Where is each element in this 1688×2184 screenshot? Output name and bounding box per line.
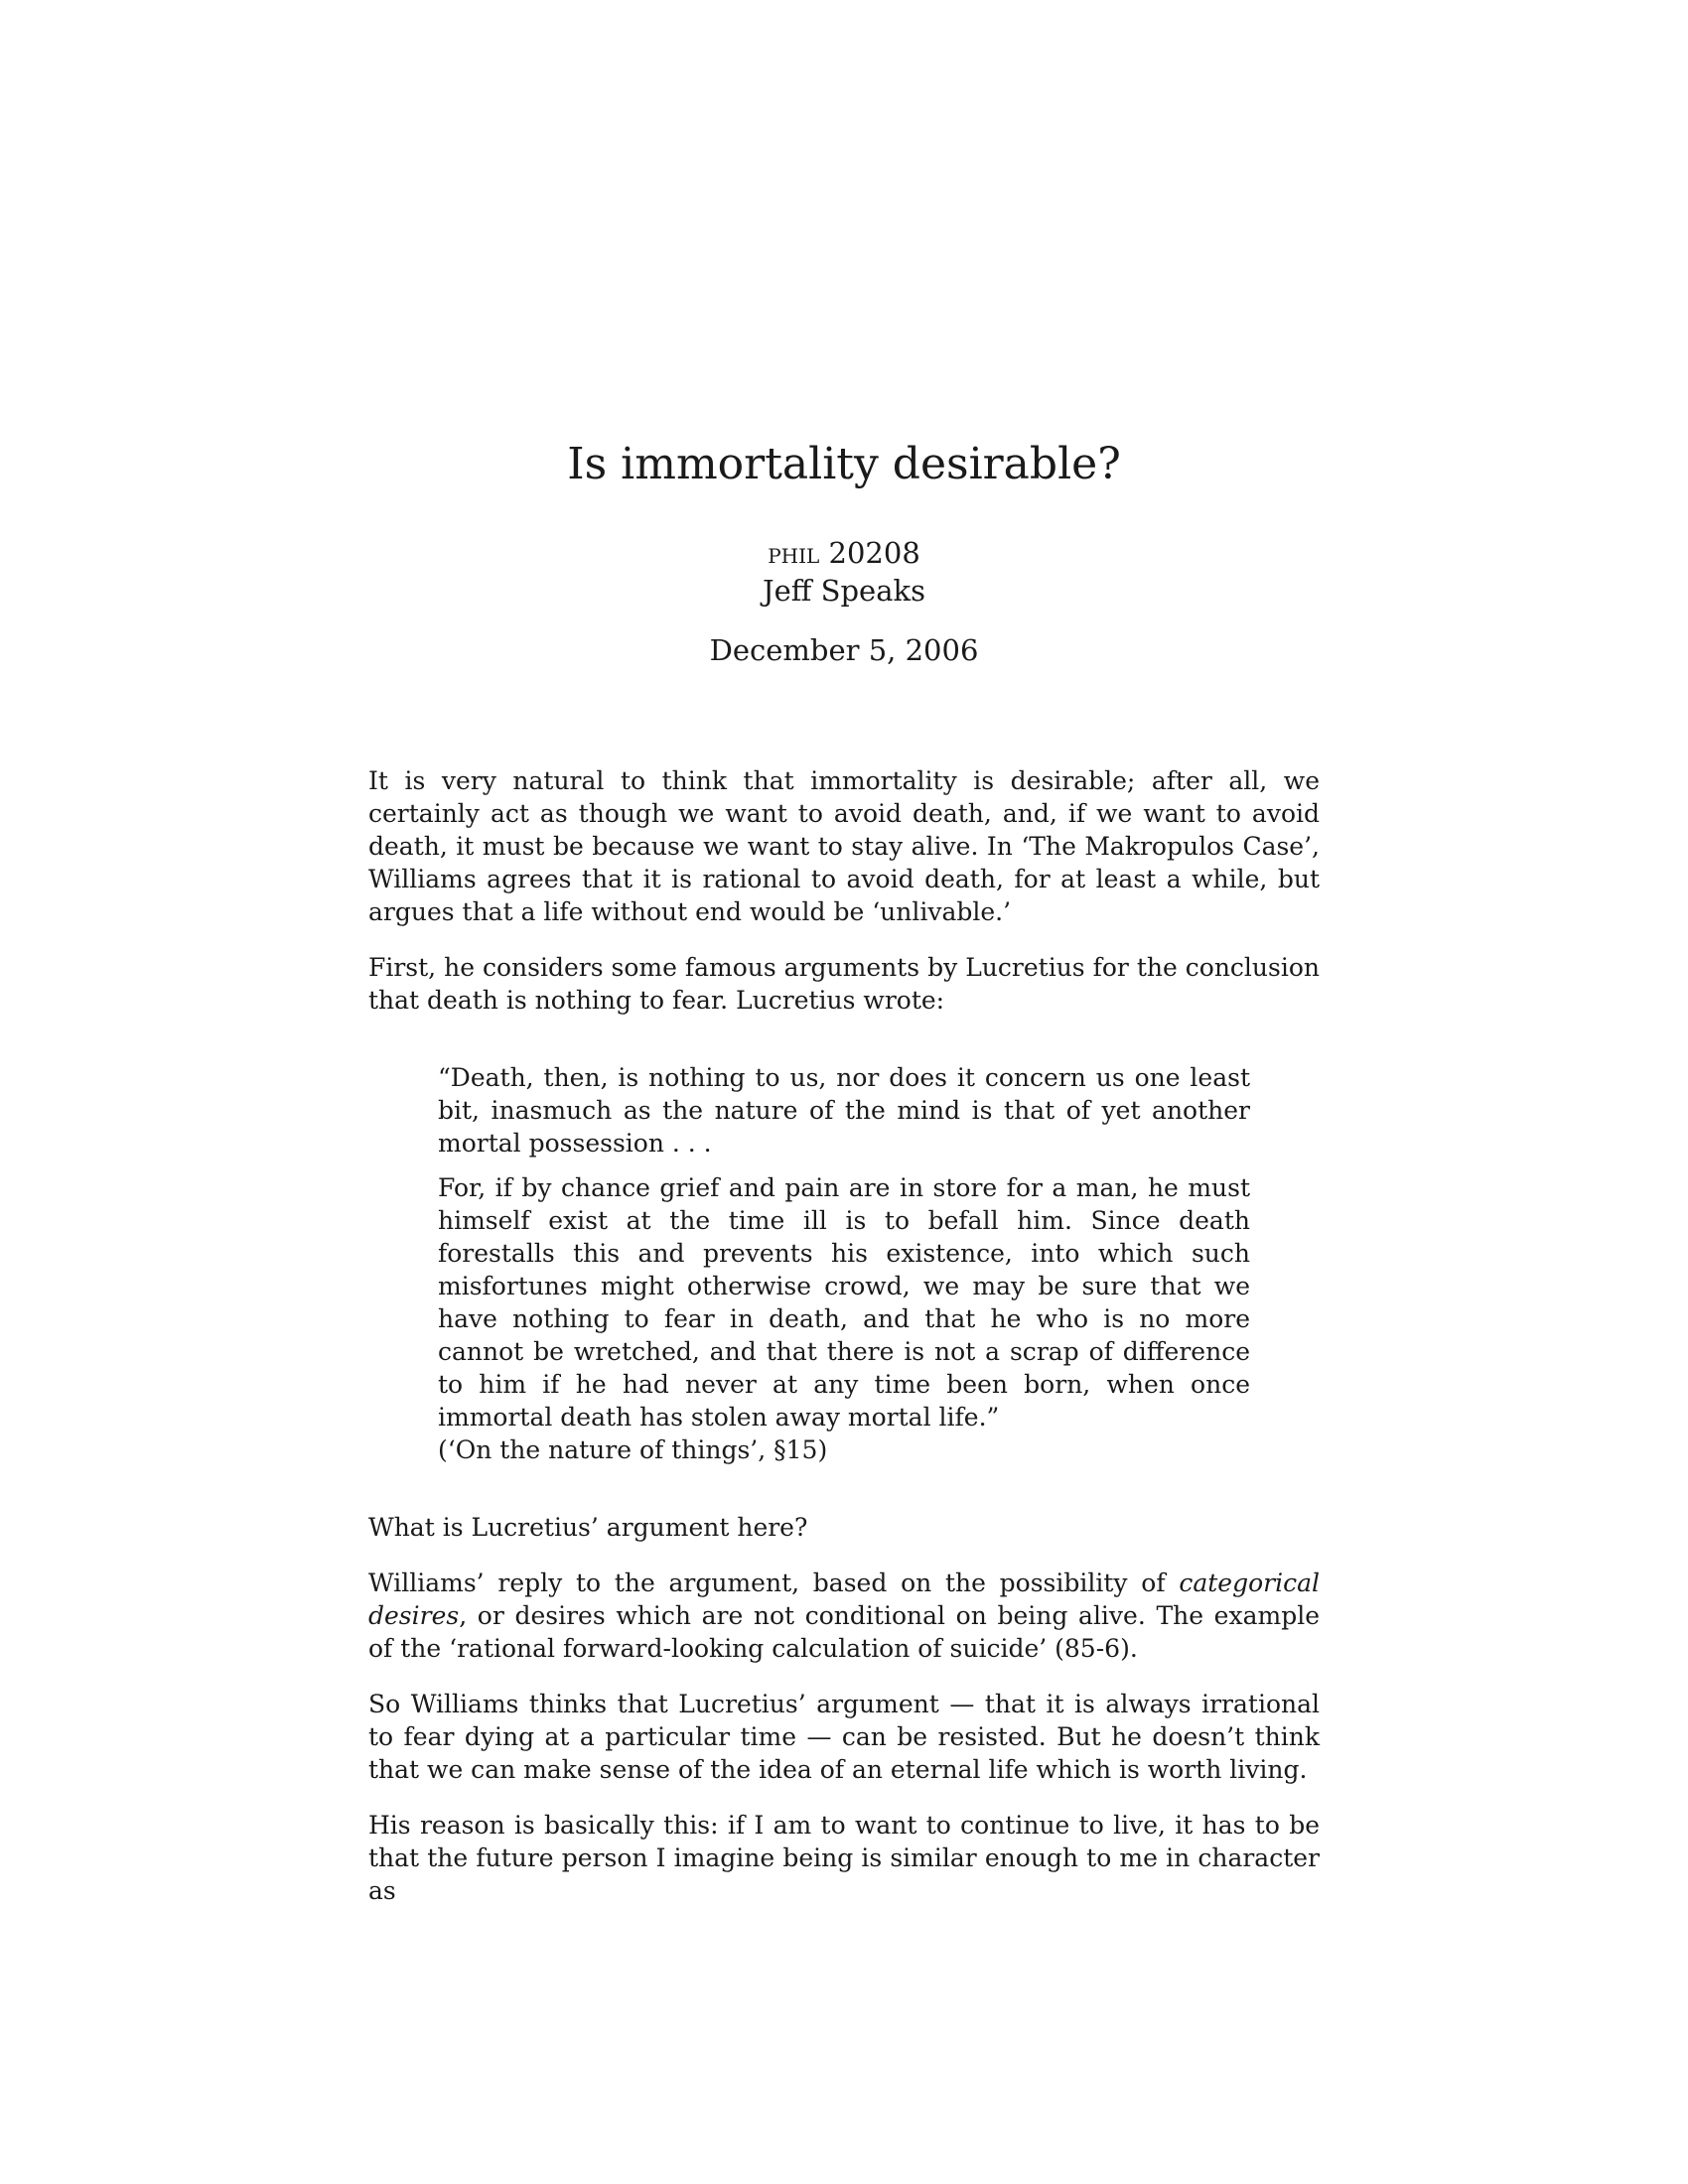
reply-emphasis: categorical desires	[368, 1569, 1320, 1630]
paragraph-williams-reply	[368, 1567, 1320, 1665]
quote-citation: (‘On the nature of things’, §15)	[438, 1435, 828, 1464]
paragraph-question: What is Lucretius’ argument here?	[368, 1513, 808, 1542]
quote-paragraph-2: For, if by chance grief and pain are in store for a man, he must himself exist at the time ill is to befall him. Since death forestalls this and prevents his existence, into which such misfortunes might otherwise crowd, we may be sure that we have nothing to fear in death, and that he who is no more cannot be wretched, and that there is not a scrap of difference to him if he had never at any time been born, when once immortal death has stolen away mortal life.”	[438, 1173, 1250, 1432]
quote-paragraph-1: “Death, then, is nothing to us, nor does it concern us one least bit, inasmuch as the nature of the mind is that of yet another mortal possession . . .	[438, 1063, 1250, 1158]
course-prefix: phil	[768, 536, 820, 570]
course-number: 20208	[828, 536, 920, 570]
paragraph-intro: It is very natural to think that immortality is desirable; after all, we certainly act as though we want to avoid death, and, if we want to avoid death, it must be because we want to stay alive. In ‘The Makropulos Case’, Williams agrees that it is rational to avoid death, for at least a while, but argues that a life without end would be ‘unlivable.’	[368, 766, 1320, 926]
paragraph-resisted: So Williams thinks that Lucretius’ argument — that it is always irrational to fear dying at a particular time — can be resisted. But he doesn’t think that we can make sense of the idea of an eternal life which is worth living.	[368, 1690, 1320, 1784]
reply-text-start: Williams’ reply to the argument, based on the possibility of	[368, 1569, 1180, 1597]
paragraph-lucretius-intro: First, he considers some famous arguments by Lucretius for the conclusion that death is nothing to fear. Lucretius wrote:	[368, 953, 1320, 1015]
page-title: Is immortality desirable?	[567, 439, 1121, 489]
author-name: Jeff Speaks	[763, 574, 925, 608]
document-date: December 5, 2006	[709, 633, 979, 667]
paragraph-reason: His reason is basically this: if I am to want to continue to live, it has to be that the future person I imagine being is similar enough to me in character as	[368, 1811, 1320, 1905]
course-code	[0, 534, 1688, 572]
block-quote	[438, 1061, 1250, 1466]
title-block	[0, 437, 1688, 669]
body-text	[368, 764, 1320, 1930]
reply-text-end: , or desires which are not conditional on being alive. The example of the ‘rational forward-looking calculation of suicide’ (85-6).	[368, 1601, 1320, 1663]
